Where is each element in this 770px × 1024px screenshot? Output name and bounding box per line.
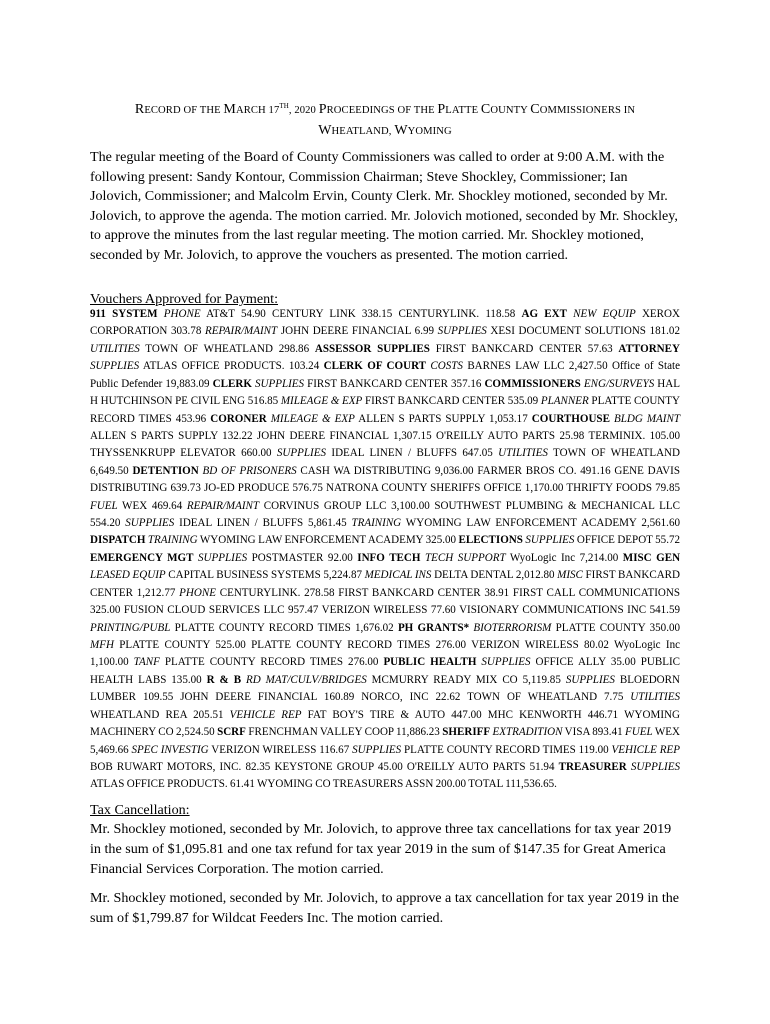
expense-category: UTILITIES <box>90 342 140 355</box>
department-name: PH GRANTS* <box>397 621 470 634</box>
department-name: PUBLIC HEALTH <box>383 656 477 669</box>
voucher-entry: AT&T 54.90 CENTURY LINK 338.15 CENTURYLINK. 118.58 <box>200 308 522 320</box>
expense-category: UTILITIES <box>630 691 680 704</box>
voucher-entry: PLATTE COUNTY RECORD TIMES 119.00 <box>401 743 612 756</box>
voucher-entry: BOB RUWART MOTORS, INC. 82.35 KEYSTONE GROUP 45.00 O'REILLY AUTO PARTS 51.94 <box>90 760 559 773</box>
voucher-entry: WEX 469.64 <box>117 499 187 512</box>
voucher-entry: WYOMING LAW ENFORCEMENT ACADEMY 2,561.60 <box>401 517 680 530</box>
voucher-entry: OFFICE DEPOT 55.72 <box>574 534 681 547</box>
expense-category: REPAIR/MAINT <box>186 499 260 512</box>
expense-category: TRAINING <box>145 534 198 547</box>
expense-category: BIOTERRORISM <box>469 621 552 634</box>
voucher-entry: DELTA DENTAL 2,012.80 <box>431 569 558 582</box>
voucher-entry: ATLAS OFFICE PRODUCTS. 103.24 <box>139 360 324 373</box>
expense-category: PRINTING/PUBL <box>90 621 171 634</box>
voucher-entry: IDEAL LINEN / BLUFFS 647.05 <box>326 447 499 460</box>
voucher-entry: IDEAL LINEN / BLUFFS 5,861.45 <box>174 517 352 530</box>
expense-category: SPEC INVESTIG <box>131 743 209 756</box>
voucher-entry: VISA 893.41 <box>562 726 626 739</box>
expense-category: SUPPLIES <box>626 760 681 773</box>
document-title: RECORD OF THE MARCH 17TH, 2020 PROCEEDINGS OF THE PLATTE COUNTY COMMISSIONERS IN WHEATLAND, WYOMING <box>134 102 636 138</box>
expense-category: MISC <box>557 569 583 582</box>
voucher-entry: XEROX CORPORATION 303.78 <box>90 308 680 338</box>
department-name: DETENTION <box>132 464 199 477</box>
department-name: TREASURER <box>558 760 627 773</box>
expense-category: SUPPLIES <box>251 377 305 390</box>
voucher-entry: XESI DOCUMENT SOLUTIONS 181.02 <box>486 325 680 338</box>
voucher-entry: CENTURYLINK. 278.58 FIRST BANKCARD CENTER 38.91 FIRST CALL COMMUNICATIONS 325.00 FUSION CLOUD SERVICES LLC 957.47 VERIZON WIRELESS 77.60 VISIONARY COMMUNICATIONS INC 541.59 <box>90 586 681 617</box>
voucher-entry: HAL H HUTCHINSON PE CIVIL ENG 516.85 <box>90 377 680 408</box>
expense-category: EXTRADITION <box>490 726 563 739</box>
department-name: 911 SYSTEM <box>90 308 158 320</box>
expense-category: SUPPLIES <box>476 656 531 669</box>
voucher-entry: BLOEDORN LUMBER 109.55 JOHN DEERE FINANCIAL 160.89 NORCO, INC 22.62 TOWN OF WHEATLAND 7.75 <box>90 673 680 704</box>
department-name: DISPATCH <box>90 534 146 547</box>
expense-category: SUPPLIES <box>437 325 487 338</box>
expense-category: MILEAGE & EXP <box>280 395 363 408</box>
expense-category: COSTS <box>426 360 463 373</box>
voucher-entry: BARNES LAW LLC 2,427.50 Office of State Public Defender 19,883.09 <box>90 360 680 390</box>
expense-category: TECH SUPPORT <box>420 551 506 564</box>
expense-category: BLDG MAINT <box>609 412 680 425</box>
expense-category: FUEL <box>90 499 118 512</box>
voucher-entry: FIRST BANKCARD CENTER 57.63 <box>429 342 619 355</box>
department-name: INFO TECH <box>357 551 421 564</box>
department-name: CORONER <box>210 412 267 425</box>
voucher-entry: JOHN DEERE FINANCIAL 6.99 <box>277 325 438 338</box>
expense-category: FUEL <box>625 726 653 739</box>
voucher-entry: PLATTE COUNTY RECORD TIMES 453.96 <box>90 395 681 425</box>
voucher-entry: ALLEN S PARTS SUPPLY 1,053.17 <box>354 412 532 425</box>
voucher-entry: PLATTE COUNTY 525.00 PLATTE COUNTY RECORD TIMES 276.00 VERIZON WIRELESS 80.02 WyoLogic Inc 1,100.00 <box>90 639 680 669</box>
expense-category: MILEAGE & EXP <box>266 412 355 425</box>
expense-category: REPAIR/MAINT <box>204 325 278 338</box>
voucher-entry: TOWN OF WHEATLAND 298.86 <box>139 342 315 355</box>
department-name: SUPPLIES <box>377 342 430 355</box>
voucher-entry: POSTMASTER 92.00 <box>247 551 358 564</box>
expense-category: VEHICLE REP <box>229 708 302 721</box>
department-name: ASSESSOR <box>314 342 372 355</box>
voucher-entry: WEX 5,469.66 <box>90 726 680 756</box>
voucher-entry: FIRST BANKCARD CENTER 357.16 <box>304 377 485 390</box>
voucher-entry: FIRST BANKCARD CENTER 1,212.77 <box>90 569 681 599</box>
expense-category: SUPPLIES <box>90 360 140 373</box>
voucher-entry: WYOMING LAW ENFORCEMENT ACADEMY 325.00 <box>197 534 459 547</box>
expense-category: LEASED EQUIP <box>90 569 166 582</box>
tax-cancellation-heading: Tax Cancellation: <box>90 802 190 818</box>
voucher-entry: CAPITAL BUSINESS SYSTEMS 5,224.87 <box>165 569 365 582</box>
vouchers-heading: Vouchers Approved for Payment: <box>90 291 279 307</box>
expense-category: SUPPLIES <box>193 551 248 564</box>
voucher-entry: PLATTE COUNTY RECORD TIMES 276.00 <box>159 656 384 669</box>
expense-category: VEHICLE REP <box>611 743 680 756</box>
expense-category: SUPPLIES <box>125 517 175 530</box>
voucher-entry: CASH WA DISTRIBUTING 9,036.00 FARMER BROS CO. 491.16 GENE DAVIS DISTRIBUTING 639.73 JO-ED PRODUCE 576.75 NATRONA COUNTY SHERIFFS OFFICE 1,170.00 THRIFTY FOODS 79.85 <box>90 464 680 495</box>
expense-category: TANF <box>133 656 160 669</box>
expense-category: SUPPLIES <box>565 673 615 686</box>
department-name: EMERGENCY MGT <box>90 551 194 564</box>
voucher-entry: CORVINUS GROUP LLC 3,100.00 SOUTHWEST PLUMBING & MECHANICAL LLC 554.20 <box>90 499 680 530</box>
department-name: ELECTIONS <box>458 534 523 547</box>
voucher-entry: FIRST BANKCARD CENTER 535.09 <box>362 395 541 408</box>
expense-category: RD MAT/CULV/BRIDGES <box>241 673 367 686</box>
voucher-entry: MCMURRY READY MIX CO 5,119.85 <box>366 673 566 686</box>
department-name: COMMISSIONERS <box>484 377 581 390</box>
department-name: AG EXT <box>521 308 567 320</box>
expense-category: SUPPLIES <box>522 534 575 547</box>
expense-category: PHONE <box>179 586 216 599</box>
tax-paragraph-2: Mr. Shockley motioned, seconded by Mr. Jolovich, to approve a tax cancellation for tax year 2019 in the sum of $1,799.87 for Wildcat Feeders Inc. The motion carried. <box>90 890 680 926</box>
department-name: R & B <box>206 673 242 686</box>
department-name: SHERIFF <box>442 726 491 739</box>
expense-category: SUPPLIES <box>352 743 402 756</box>
department-name: MISC GEN <box>622 551 681 564</box>
voucher-entry: OFFICE ALLY 35.00 PUBLIC HEALTH LABS 135.00 <box>90 656 680 686</box>
expense-category: UTILITIES <box>498 447 548 460</box>
expense-category: SUPPLIES <box>276 447 326 460</box>
voucher-entry: TOWN OF WHEATLAND 6,649.50 <box>90 447 681 477</box>
department-name: CLERK OF COURT <box>323 360 427 373</box>
voucher-entry: FAT BOY'S TIRE & AUTO 447.00 MHC KENWORTH 446.71 WYOMING MACHINERY CO 2,524.50 <box>90 708 680 739</box>
voucher-entry: ALLEN S PARTS SUPPLY 132.22 JOHN DEERE FINANCIAL 1,307.15 O'REILLY AUTO PARTS 25.98 TERMINIX. 105.00 THYSSENKRUPP ELEVATOR 660.00 <box>90 429 680 460</box>
tax-paragraph-1: Mr. Shockley motioned, seconded by Mr. Jolovich, to approve three tax cancellations for tax year 2019 in the sum of $1,095.81 and one tax refund for tax year 2019 in the sum of $147.35 for Great America Financial Services Corporation. The motion carried. <box>90 821 672 877</box>
voucher-entry: WyoLogic Inc 7,214.00 <box>505 551 623 564</box>
voucher-entry: WHEATLAND REA 205.51 <box>90 708 230 721</box>
voucher-entry: FRENCHMAN VALLEY COOP 11,886.23 <box>245 726 443 739</box>
department-name: ATTORNEY <box>618 342 680 355</box>
department-name: CLERK <box>212 377 252 390</box>
voucher-entry: PLATTE COUNTY RECORD TIMES 1,676.02 <box>170 621 398 634</box>
voucher-entry: ATLAS OFFICE PRODUCTS. 61.41 WYOMING CO TREASURERS ASSN 200.00 TOTAL 111,536.65. <box>90 778 557 791</box>
voucher-entry: PLATTE COUNTY 350.00 <box>551 621 680 634</box>
expense-category: ENG/SURVEYS <box>580 377 655 390</box>
department-name: SCRF <box>217 726 246 739</box>
voucher-entry: VERIZON WIRELESS 116.67 <box>208 743 353 756</box>
expense-category: BD OF PRISONERS <box>198 464 297 477</box>
expense-category: PLANNER <box>540 395 589 408</box>
expense-category: TRAINING <box>351 517 402 530</box>
expense-category: MEDICAL INS <box>364 569 432 582</box>
department-name: COURTHOUSE <box>531 412 610 425</box>
expense-category: MFH <box>90 639 114 652</box>
expense-category: PHONE <box>157 308 201 320</box>
expense-category: NEW EQUIP <box>566 308 636 320</box>
intro-paragraph: The regular meeting of the Board of County Commissioners was called to order at 9:00 A.M. with the following present: Sandy Kontour, Commission Chairman; Steve Shockley, Commissioner; Ian Jolovich, Commissioner; and Malcolm Ervin, County Clerk. Mr. Shockley motioned, seconded by Mr. Jolovich, to approve the agenda. The motion carried. Mr. Jolovich motioned, seconded by Mr. Shockley, to approve the minutes from the last regular meeting. The motion carried. Mr. Shockley motioned, seconded by Mr. Jolovich, to approve the vouchers as presented. The motion carried. <box>90 149 678 263</box>
vouchers-list <box>90 306 680 794</box>
